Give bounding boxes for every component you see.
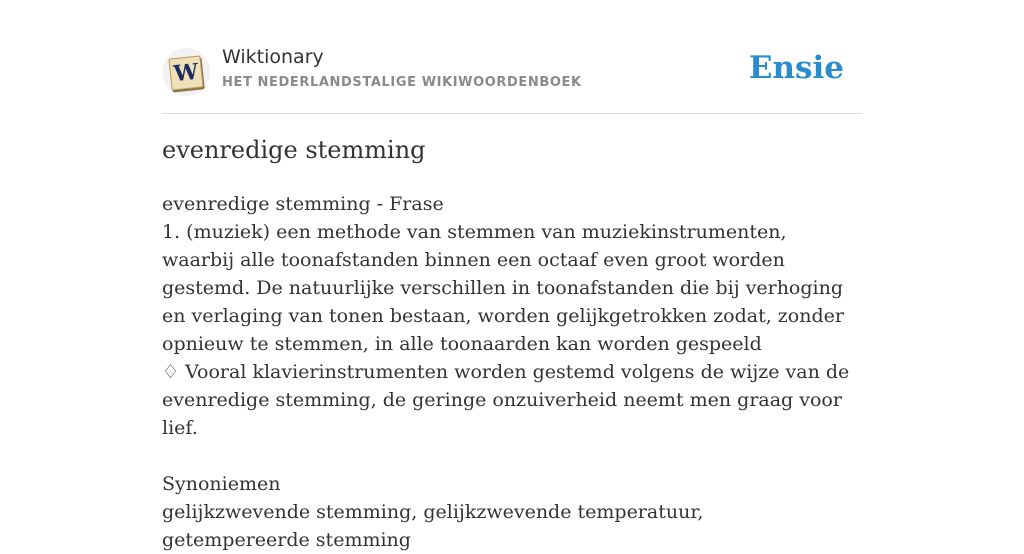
page-title: evenredige stemming — [162, 136, 426, 164]
header-divider — [162, 113, 862, 114]
entry-example: ♢ Vooral klavierinstrumenten worden gestemd volgens de wijze van de evenredige stemming, de geringe onzuiverheid neemt men graag voor lief. — [162, 361, 850, 439]
logo-tile — [168, 55, 203, 90]
site-tagline: HET NEDERLANDSTALIGE WIKIWOORDENBOEK — [222, 75, 582, 90]
spacer — [162, 442, 852, 470]
site-title[interactable]: Wiktionary — [222, 46, 324, 68]
site-header — [162, 44, 862, 114]
entry-content — [162, 190, 852, 554]
synonyms-heading: Synoniemen — [162, 473, 281, 495]
entry-definition: 1. (muziek) een methode van stemmen van muziekinstrumenten, waarbij alle toonafstanden binnen een octaaf even groot worden gestemd. De natuurlijke verschillen in toonafstanden die bij verhoging en verlaging van tonen bestaan, worden gelijkgetrokken zodat, zonder opnieuw te stemmen, in alle toonaarden kan worden gespeeld — [162, 221, 844, 355]
wiktionary-logo-icon[interactable] — [162, 48, 210, 96]
entry-headline: evenredige stemming - Frase — [162, 193, 444, 215]
logo-letter: W — [172, 58, 200, 88]
synonyms-list: gelijkzwevende stemming, gelijkzwevende temperatuur, getempereerde stemming — [162, 501, 704, 551]
ensie-brand-link[interactable]: Ensie — [748, 50, 844, 86]
